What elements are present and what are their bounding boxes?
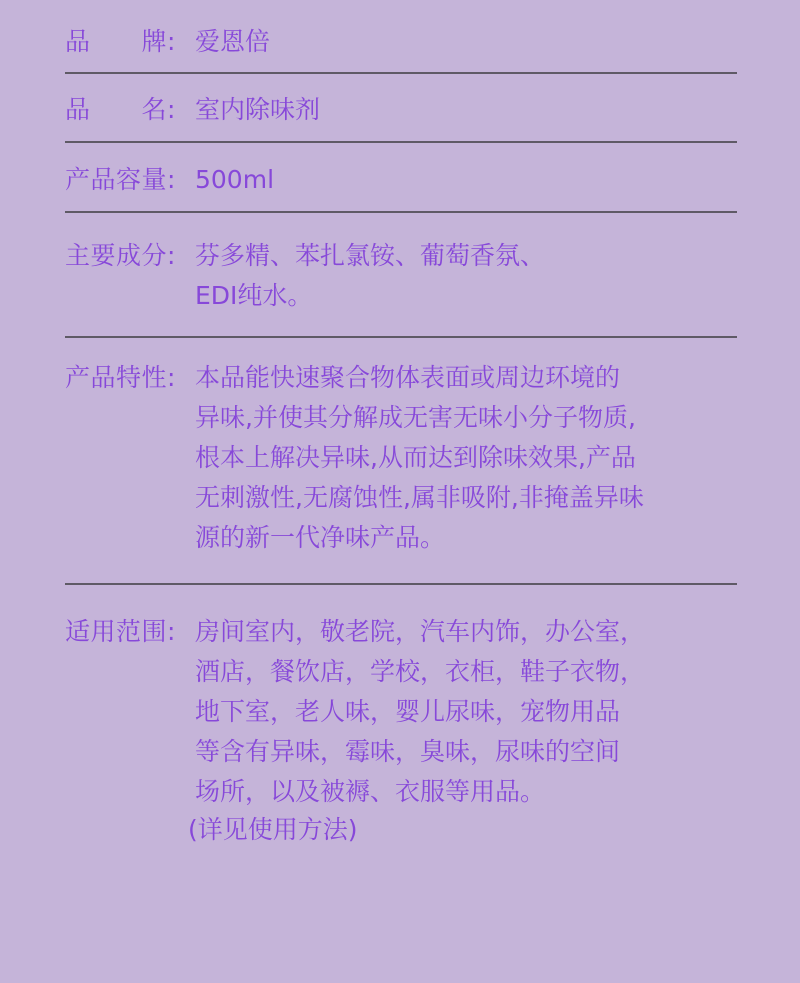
divider	[65, 211, 737, 213]
brand-label: 品 牌:	[65, 27, 176, 56]
scope-label: 适用范围:	[65, 617, 176, 646]
divider	[65, 141, 737, 143]
divider	[65, 583, 737, 585]
divider	[65, 72, 737, 74]
ingredients-label: 主要成分:	[65, 241, 176, 270]
product-name-value: 室内除味剂	[195, 95, 321, 124]
brand-value: 爱恩倍	[195, 27, 271, 56]
divider	[65, 336, 737, 338]
usage-note: (详见使用方法)	[188, 815, 358, 844]
capacity-value: 500ml	[195, 165, 275, 194]
scope-value: 房间室内，敬老院，汽车内饰，办公室， 酒店，餐饮店，学校，衣柜，鞋子衣物， 地下室，老人味，婴儿尿味，宠物用品 等含有异味，霉味，臭味，尿味的空间 场所，以及被褥、衣服等用品。	[195, 617, 646, 806]
features-value: 本品能快速聚合物体表面或周边环境的 异味,并使其分解成无害无味小分子物质, 根本上解决异味,从而达到除味效果,产品 无刺激性,无腐蚀性,属非吸附,非掩盖异味 源的新一代净味产品。	[195, 363, 644, 552]
features-label: 产品特性:	[65, 363, 176, 392]
product-name-label: 品 名:	[65, 95, 176, 124]
ingredients-value: 芬多精、苯扎氯铵、葡萄香氛、 EDI纯水。	[195, 241, 546, 310]
capacity-label: 产品容量:	[65, 165, 176, 194]
